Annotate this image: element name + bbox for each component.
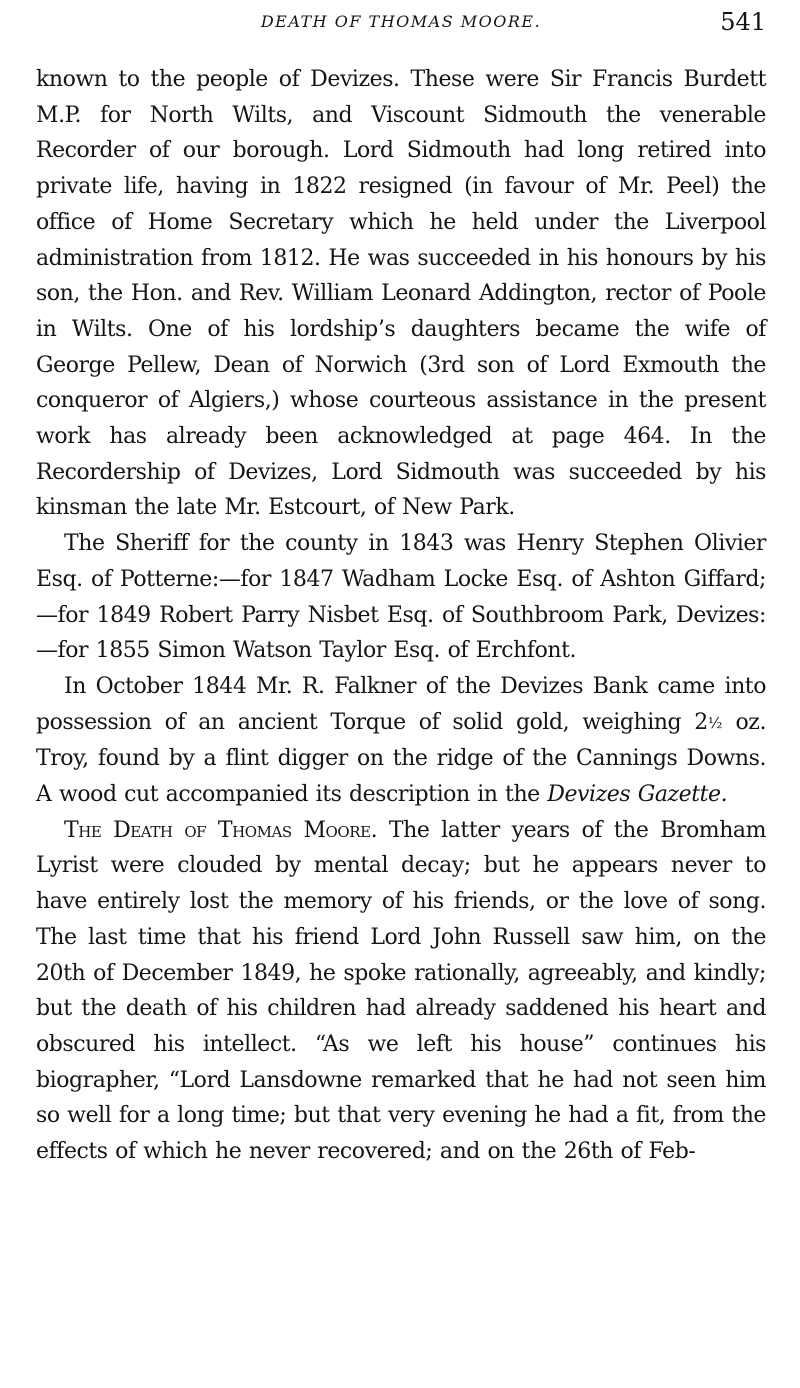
running-head [36,8,766,42]
paragraph-death-of-moore [36,813,766,1170]
body-text [36,62,766,1170]
paragraph-torque [36,669,766,813]
paragraph-sheriffs [36,526,766,669]
paragraph-text: The latter years of the Bromham Lyrist were clouded by mental decay; but he appears never to have entirely lost the memory of his friends, or the love of song. The last time that his friend Lord John Russell saw him, on the 20th of December 1849, he spoke rationally, agreeably, and kindly; but the death of his children had already saddened his heart and obscured his intellect. “As we left his house” continues his biographer, “Lord Lansdowne remarked that he had not seen him so well for a long time; but that very evening he had a fit, from the effects of which he never recovered; and on the 26th of Feb- [36,817,766,1165]
fraction-half: ½ [707,713,723,732]
newspaper-title: Devizes Gazette. [547,782,728,808]
paragraph-text: known to the people of Devizes. These were Sir Francis Burdett M.P. for North Wilts, and Viscount Sidmouth the venerable Recorder of our borough. Lord Sidmouth had long retired into private life, having in 1822 resigned (in favour of Mr. Peel) the office of Home Secretary which he held under the Liverpool administration from 1812. He was succeeded in his honours by his son, the Hon. and Rev. William Leonard Addington, rector of Poole in Wilts. One of his lordship’s daughters became the wife of George Pellew, Dean of Norwich (3rd son of Lord Exmouth the conqueror of Algiers,) whose courteous assistance in the present work has already been acknowledged at page 464. In the Recordership of Devizes, Lord Sidmouth was succeeded by his kinsman the late Mr. Estcourt, of New Park. [36,67,766,521]
paragraph-continuation [36,62,766,526]
paragraph-text: In October 1844 Mr. R. Falkner of the Devizes Bank came into possession of an ancient Torque of solid gold, weighing 2 [36,673,766,735]
paragraph-text: The Sheriff for the county in 1843 was Henry Stephen Olivier Esq. of Potterne:—for 1847 Wadham Locke Esq. of Ashton Giffard;—for 1849 Robert Parry Nisbet Esq. of Southbroom Park, Devizes:—for 1855 Simon Watson Taylor Esq. of Erchfont. [36,531,766,664]
running-title: DEATH OF THOMAS MOORE. [260,12,542,31]
page-number: 541 [720,8,766,36]
paragraph-text: oz. Troy, found by a flint digger on the ridge of the Cannings Downs. A wood cut accompanied its description in the [36,709,766,808]
section-heading: The Death of Thomas Moore. [64,817,378,843]
